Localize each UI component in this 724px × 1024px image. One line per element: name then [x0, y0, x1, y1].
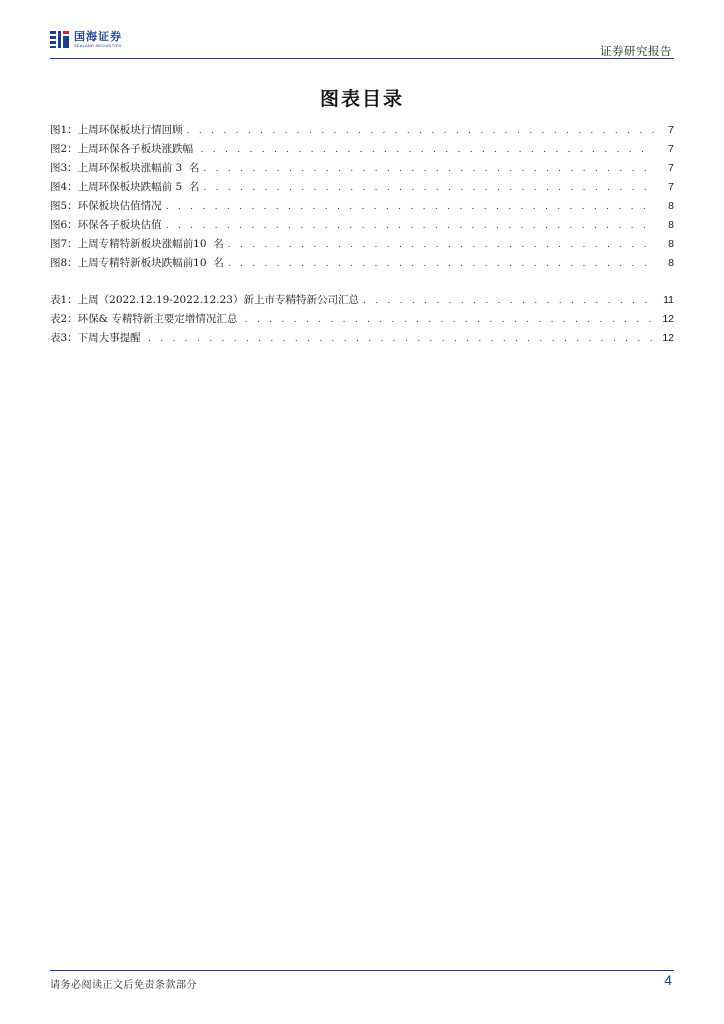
toc-entry-label: 图1：上周环保板块行情回顾 [50, 124, 183, 136]
dot-leader [228, 257, 654, 269]
dot-leader [166, 200, 654, 212]
toc-entry-page: 8 [668, 238, 674, 250]
header-divider [50, 58, 674, 59]
toc-entry-label: 表2：环保& 专精特新主要定增情况汇总 [50, 313, 241, 325]
toc-entry-figure-2[interactable] [50, 141, 674, 160]
toc-entry-label: 图6：环保各子板块估值 [50, 219, 162, 231]
toc-entry-label: 图4：上周环保板块跌幅前 5 名 [50, 181, 200, 193]
toc-entry-page: 8 [668, 257, 674, 269]
figure-list [50, 122, 674, 274]
toc-entry-figure-4[interactable] [50, 179, 674, 198]
dot-leader [148, 332, 654, 344]
toc-entry-page: 7 [668, 143, 674, 155]
dot-leader [245, 313, 654, 325]
logo-chinese-name: 国海证券 [74, 30, 122, 43]
toc-entry-label: 图8：上周专精特新板块跌幅前10 名 [50, 257, 224, 269]
disclaimer-note: 请务必阅读正文后免责条款部分 [50, 980, 197, 991]
toc-entry-label: 图2：上周环保各子板块涨跌幅 [50, 143, 197, 155]
toc-entry-table-1[interactable] [50, 292, 674, 311]
toc-entry-figure-6[interactable] [50, 217, 674, 236]
footer-divider [50, 970, 674, 971]
dot-leader [187, 124, 654, 136]
toc-entry-page: 8 [668, 200, 674, 212]
toc-entry-page: 12 [662, 313, 674, 325]
logo-english-name: SEALAND SECURITIES [74, 43, 122, 48]
dot-leader [166, 219, 654, 231]
dot-leader [203, 162, 654, 174]
toc-entry-label: 图3：上周环保板块涨幅前 3 名 [50, 162, 200, 174]
report-type-label: 证券研究报告 [600, 44, 672, 58]
toc-entry-label: 图7：上周专精特新板块涨幅前10 名 [50, 238, 224, 250]
toc-entry-table-2[interactable] [50, 311, 674, 330]
page-number: 4 [664, 972, 672, 988]
toc-entry-page: 12 [662, 332, 674, 344]
toc-entry-page: 8 [668, 219, 674, 231]
dot-leader [363, 294, 654, 306]
page-header [50, 30, 674, 60]
dot-leader [203, 181, 654, 193]
toc-entry-table-3[interactable] [50, 330, 674, 349]
toc-entry-page: 7 [668, 124, 674, 136]
table-list [50, 292, 674, 349]
toc-entry-page: 7 [668, 162, 674, 174]
toc-entry-figure-7[interactable] [50, 236, 674, 255]
toc-entry-page: 7 [668, 181, 674, 193]
toc-entry-figure-1[interactable] [50, 122, 674, 141]
dot-leader [201, 143, 654, 155]
sealand-logo-icon [50, 30, 70, 50]
toc-entry-figure-5[interactable] [50, 198, 674, 217]
company-logo [50, 30, 122, 50]
toc-entry-label: 表1：上周（2022.12.19-2022.12.23）新上市专精特新公司汇总 [50, 294, 359, 306]
toc-entry-page: 11 [663, 294, 674, 306]
toc-entry-figure-8[interactable] [50, 255, 674, 274]
dot-leader [228, 238, 654, 250]
toc-entry-figure-3[interactable] [50, 160, 674, 179]
toc-entry-label: 表3：下周大事提醒 [50, 332, 145, 344]
toc-entry-label: 图5：环保板块估值情况 [50, 200, 162, 212]
page-title: 图表目录 [319, 88, 404, 110]
